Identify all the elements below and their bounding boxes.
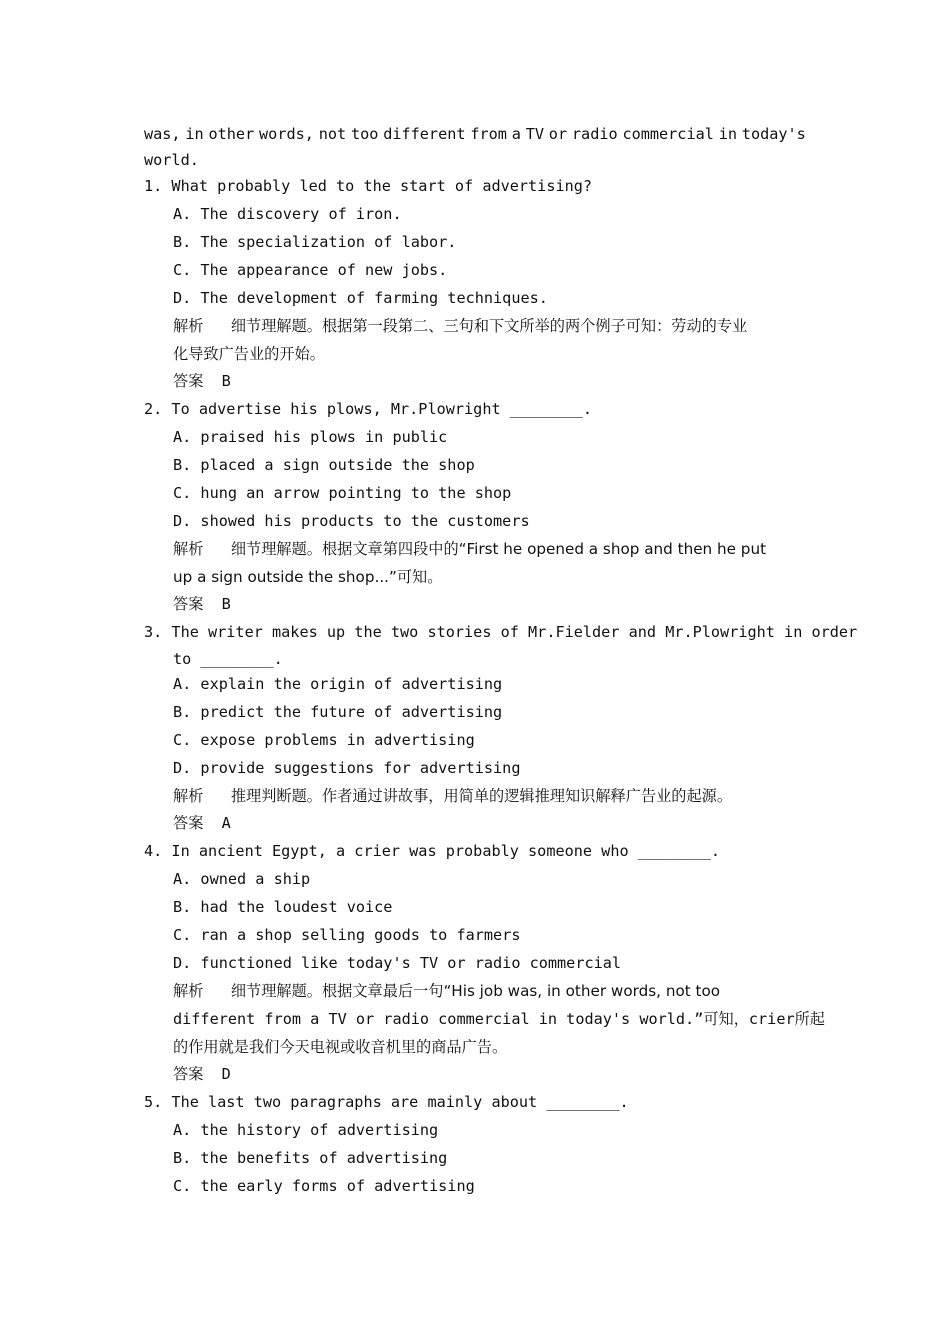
question-4-option-d: D. functioned like today's TV or radio commercial	[173, 954, 622, 972]
intro-word: TV	[525, 125, 544, 143]
question-5-option-c: C. the early forms of advertising	[173, 1177, 475, 1195]
question-5-option-b: B. the benefits of advertising	[173, 1149, 448, 1167]
question-1-option-a: A. The discovery of iron.	[173, 205, 402, 223]
question-3-stem-line-2: to ________.	[173, 650, 283, 668]
question-2-option-c: C. hung an arrow pointing to the shop	[173, 484, 512, 502]
analysis-text: 推理判断题。作者通过讲故事，用简单的逻辑推理知识解释广告业的起源。	[230, 787, 732, 805]
intro-line-1	[144, 124, 806, 144]
question-4-option-b: B. had the loudest voice	[173, 898, 393, 916]
intro-word: commercial	[622, 125, 714, 143]
intro-word: a	[511, 125, 521, 143]
analysis-text: 细节理解题。根据文章第四段中的“First he opened a shop and then he put	[230, 540, 767, 558]
analysis-label: 解析	[173, 787, 204, 805]
question-3-analysis-line-1	[173, 786, 732, 806]
intro-word: in	[718, 125, 737, 143]
question-2-stem: 2. To advertise his plows, Mr.Plowright ________.	[144, 400, 593, 418]
question-1-stem: 1. What probably led to the start of advertising?	[144, 177, 593, 195]
question-1-analysis-line-2: 化导致广告业的开始。	[173, 345, 325, 363]
analysis-label: 解析	[173, 982, 204, 1000]
intro-word: words,	[259, 125, 314, 143]
intro-word: too	[350, 125, 379, 143]
question-4-analysis-line-2: different from a TV or radio commercial in today's world.”可知，crier所起	[173, 1010, 825, 1028]
answer-label: 答案	[173, 372, 204, 390]
question-3-option-c: C. expose problems in advertising	[173, 731, 475, 749]
answer-label: 答案	[173, 595, 204, 613]
question-1-option-b: B. The specialization of labor.	[173, 233, 457, 251]
question-2-analysis-line-1	[173, 539, 766, 559]
intro-word: not	[318, 125, 347, 143]
question-2-option-b: B. placed a sign outside the shop	[173, 456, 475, 474]
question-4-option-c: C. ran a shop selling goods to farmers	[173, 926, 521, 944]
question-1-analysis-line-1	[173, 316, 747, 336]
question-3-stem-line-1: 3. The writer makes up the two stories of Mr.Fielder and Mr.Plowright in order	[144, 623, 858, 641]
question-4-stem: 4. In ancient Egypt, a crier was probably someone who ________.	[144, 842, 721, 860]
answer-value: D	[221, 1065, 231, 1083]
question-3-option-b: B. predict the future of advertising	[173, 703, 503, 721]
intro-word: in	[185, 125, 204, 143]
intro-line-2: world.	[144, 151, 199, 169]
intro-word: was,	[144, 125, 181, 143]
question-4-analysis-line-1	[173, 981, 720, 1001]
analysis-label: 解析	[173, 540, 204, 558]
intro-word: different	[383, 125, 466, 143]
intro-word: today's	[741, 125, 806, 143]
answer-label: 答案	[173, 1065, 204, 1083]
answer-value: B	[221, 372, 231, 390]
question-4-option-a: A. owned a ship	[173, 870, 311, 888]
intro-word: or	[548, 125, 568, 143]
question-2-option-d: D. showed his products to the customers	[173, 512, 530, 530]
question-5-option-a: A. the history of advertising	[173, 1121, 439, 1139]
question-2-analysis-line-2: up a sign outside the shop...”可知。	[173, 568, 443, 586]
question-4-answer	[173, 1064, 231, 1084]
answer-label: 答案	[173, 814, 204, 832]
question-2-option-a: A. praised his plows in public	[173, 428, 448, 446]
analysis-text: 细节理解题。根据第一段第二、三句和下文所举的两个例子可知：劳动的专业	[230, 317, 748, 335]
question-1-answer	[173, 371, 231, 391]
answer-value: B	[221, 595, 231, 613]
intro-word: other	[208, 125, 255, 143]
intro-word: from	[470, 125, 507, 143]
question-5-stem: 5. The last two paragraphs are mainly about ________.	[144, 1093, 629, 1111]
question-3-option-a: A. explain the origin of advertising	[173, 675, 503, 693]
analysis-text: 细节理解题。根据文章最后一句“His job was, in other words, not too	[230, 982, 721, 1000]
question-3-option-d: D. provide suggestions for advertising	[173, 759, 521, 777]
analysis-label: 解析	[173, 317, 204, 335]
question-3-answer	[173, 813, 231, 833]
answer-value: A	[221, 814, 231, 832]
question-1-option-c: C. The appearance of new jobs.	[173, 261, 448, 279]
question-2-answer	[173, 594, 231, 614]
intro-word: radio	[571, 125, 618, 143]
question-1-option-d: D. The development of farming techniques.	[173, 289, 548, 307]
question-4-analysis-line-3: 的作用就是我们今天电视或收音机里的商品广告。	[173, 1038, 508, 1056]
